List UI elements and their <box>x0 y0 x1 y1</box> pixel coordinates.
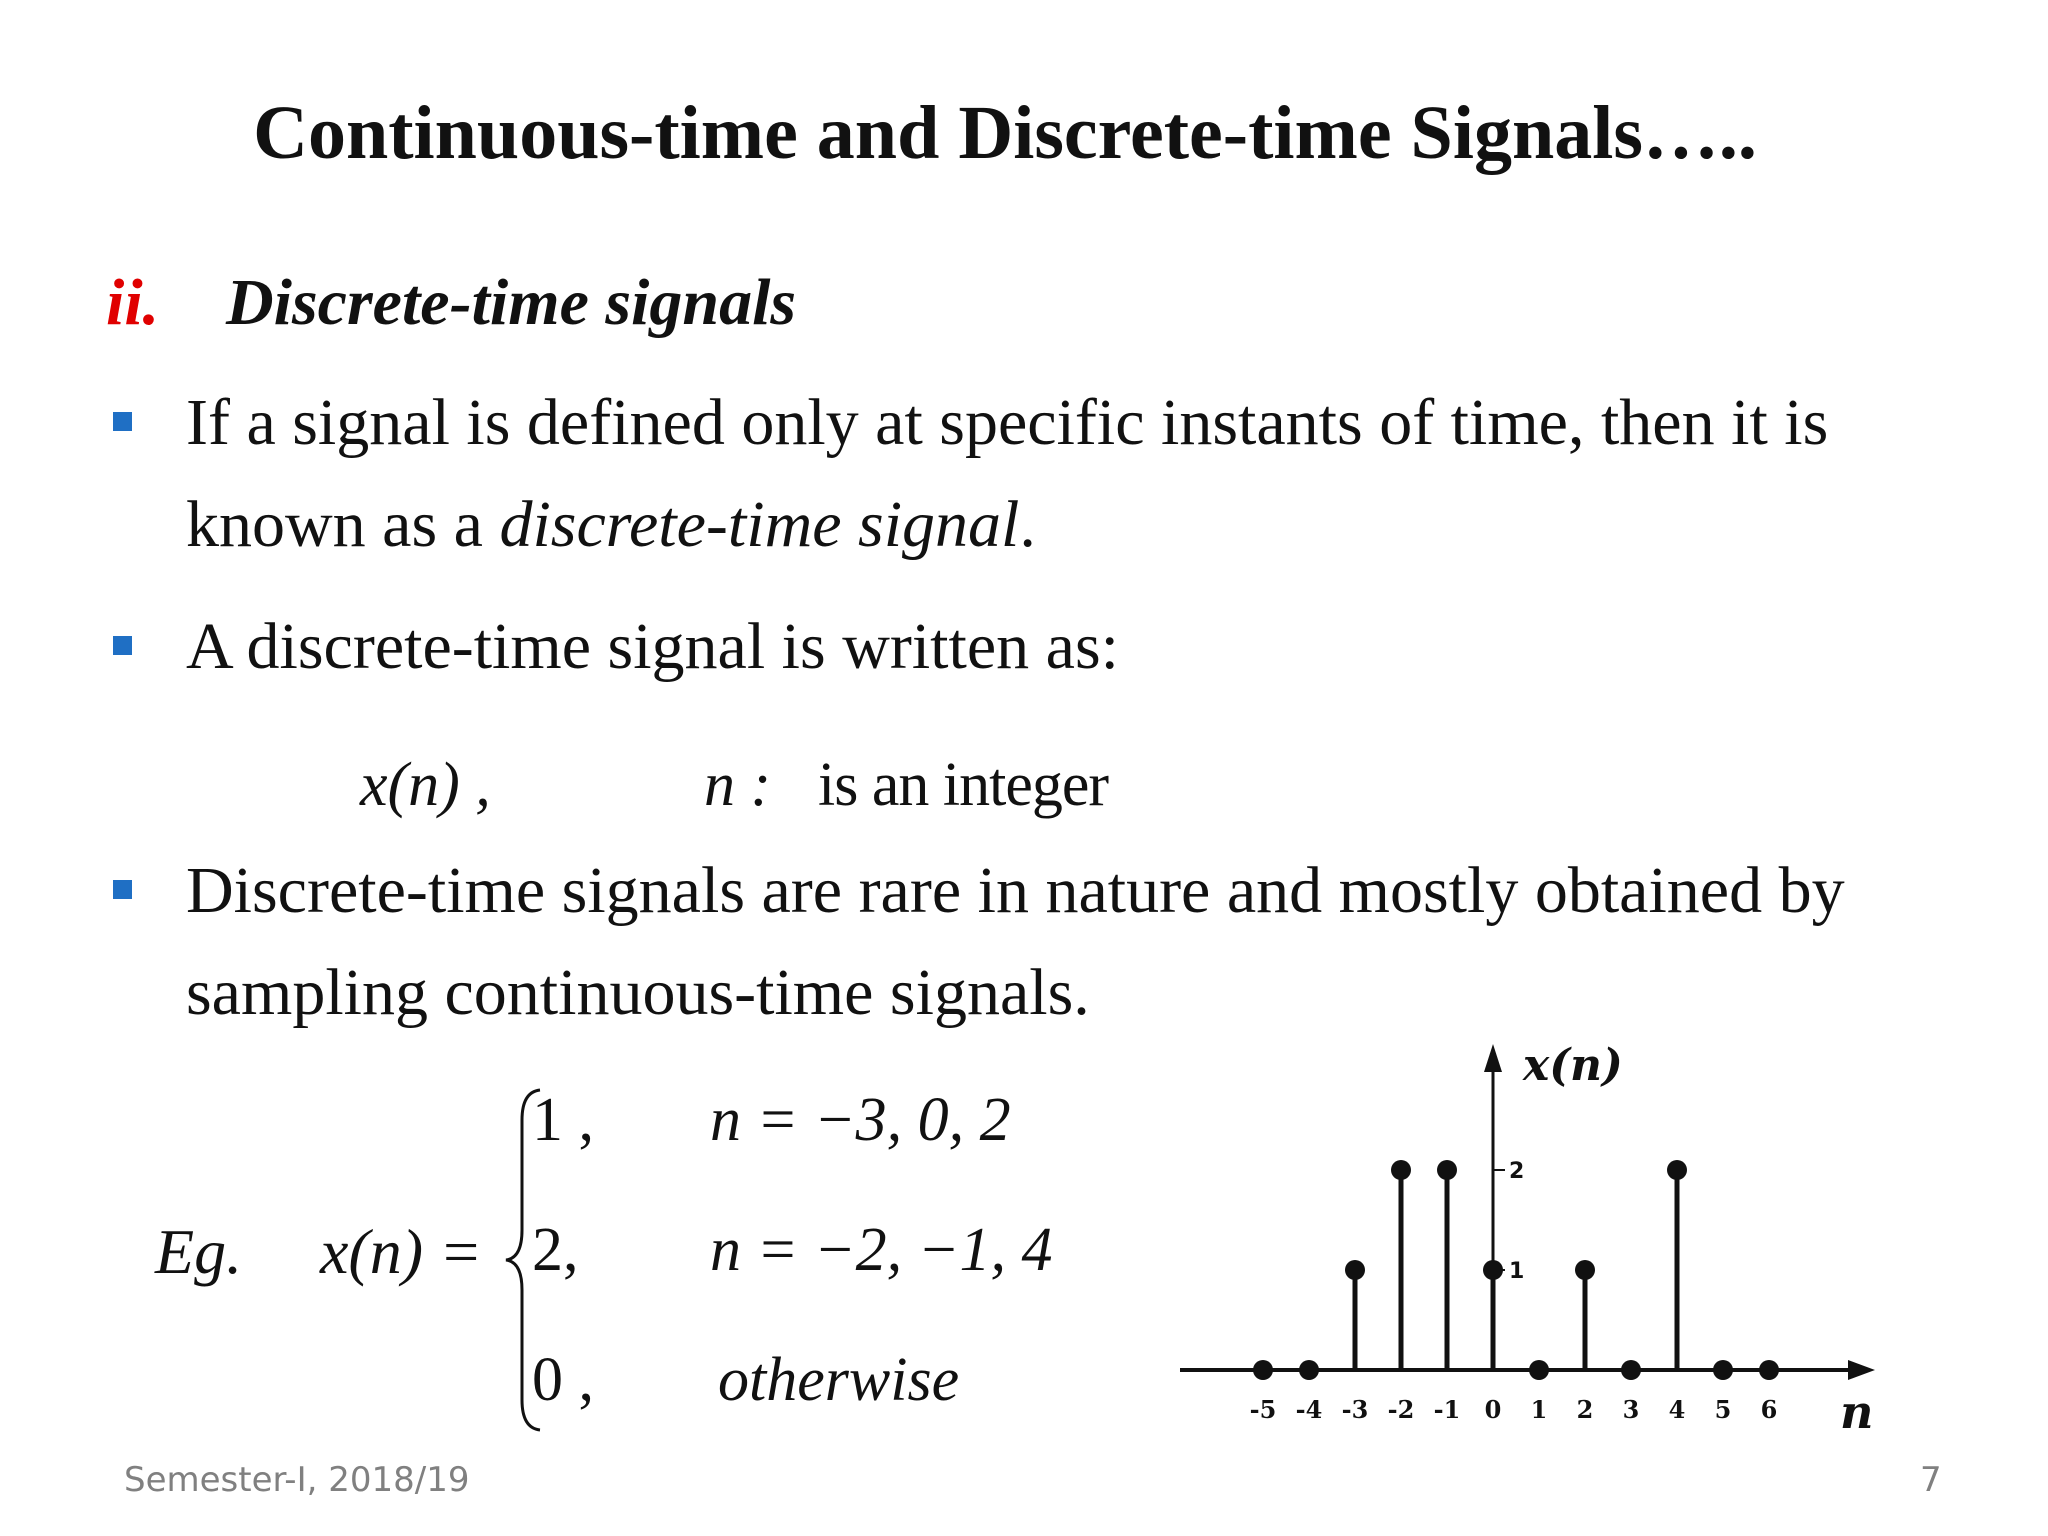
x-tick-label-0: 0 <box>1484 1395 1502 1424</box>
x-tick-label-5: 5 <box>1714 1395 1732 1424</box>
bullet-2-line-1: A discrete-time signal is written as: <box>186 610 1119 683</box>
x-tick-label--1: -1 <box>1433 1395 1461 1424</box>
n-axis-arrowhead <box>1848 1360 1875 1380</box>
y-tick-label-1: 1 <box>1509 1259 1525 1284</box>
x-tick-label-1: 1 <box>1530 1395 1548 1424</box>
bullet-1-suffix: . <box>1019 488 1036 561</box>
slide-title: Continuous-time and Discrete-time Signals….. <box>253 91 1757 175</box>
stem-marker-n-3 <box>1345 1260 1365 1280</box>
footer-page-number: 7 <box>1920 1460 1942 1500</box>
bullet-1-line-1: If a signal is defined only at specific instants of time, then it is <box>186 386 1829 459</box>
x-tick-label--5: -5 <box>1249 1395 1277 1424</box>
bullet-3-line-2: sampling continuous-time signals. <box>186 956 1090 1029</box>
section-number: ii. <box>106 266 160 339</box>
bullet-1-prefix: known as a <box>186 488 500 561</box>
x-tick-label-6: 6 <box>1760 1395 1778 1424</box>
x-axis-label: n <box>1840 1385 1874 1439</box>
bullet-1-line-2 <box>186 474 1036 576</box>
case-1-value: 1 , <box>532 1086 594 1154</box>
vertical-axis-arrowhead <box>1484 1044 1502 1072</box>
definition-description: is an integer <box>818 751 1109 819</box>
x-tick-label--3: -3 <box>1341 1395 1369 1424</box>
bullet-marker-2 <box>113 636 132 655</box>
x-tick-label-4: 4 <box>1668 1395 1686 1424</box>
stem-marker-n6 <box>1759 1360 1779 1380</box>
stem-plot <box>1160 1030 1900 1450</box>
definition-var: n : <box>704 751 772 819</box>
definition-variable <box>704 750 771 821</box>
stem-marker-n-1 <box>1437 1160 1457 1180</box>
stem-marker-n0 <box>1483 1260 1503 1280</box>
bullet-3-line-1: Discrete-time signals are rare in nature and mostly obtained by <box>186 854 1845 927</box>
bullet-1-italic-term: discrete-time signal <box>499 488 1020 561</box>
stem-marker-n1 <box>1529 1360 1549 1380</box>
x-tick-label-2: 2 <box>1576 1395 1594 1424</box>
example-lhs: x(n) = <box>320 1216 483 1287</box>
stem-marker-n5 <box>1713 1360 1733 1380</box>
definition-expression <box>360 750 491 821</box>
stem-marker-n-2 <box>1391 1160 1411 1180</box>
example-label: Eg. <box>155 1216 243 1287</box>
case-2-condition: n = −2, −1, 4 <box>710 1216 1053 1284</box>
section-title: Discrete-time signals <box>226 266 797 339</box>
x-tick-label-3: 3 <box>1622 1395 1640 1424</box>
case-3-condition: otherwise <box>718 1346 960 1414</box>
case-2-value: 2, <box>532 1216 579 1284</box>
stem-marker-n4 <box>1667 1160 1687 1180</box>
x-tick-label--2: -2 <box>1387 1395 1415 1424</box>
stem-marker-n2 <box>1575 1260 1595 1280</box>
x-tick-label--4: -4 <box>1295 1395 1323 1424</box>
definition-expr: x(n) , <box>360 751 491 819</box>
case-3-value: 0 , <box>532 1346 594 1414</box>
stem-marker-n-4 <box>1299 1360 1319 1380</box>
y-axis-label: x(n) <box>1523 1040 1623 1091</box>
bullet-marker-3 <box>113 880 132 899</box>
stem-marker-n3 <box>1621 1360 1641 1380</box>
y-tick-label-2: 2 <box>1509 1159 1525 1184</box>
footer-semester: Semester-I, 2018/19 <box>124 1460 470 1500</box>
bullet-marker-1 <box>113 412 132 431</box>
case-1-condition: n = −3, 0, 2 <box>710 1086 1011 1154</box>
stem-marker-n-5 <box>1253 1360 1273 1380</box>
